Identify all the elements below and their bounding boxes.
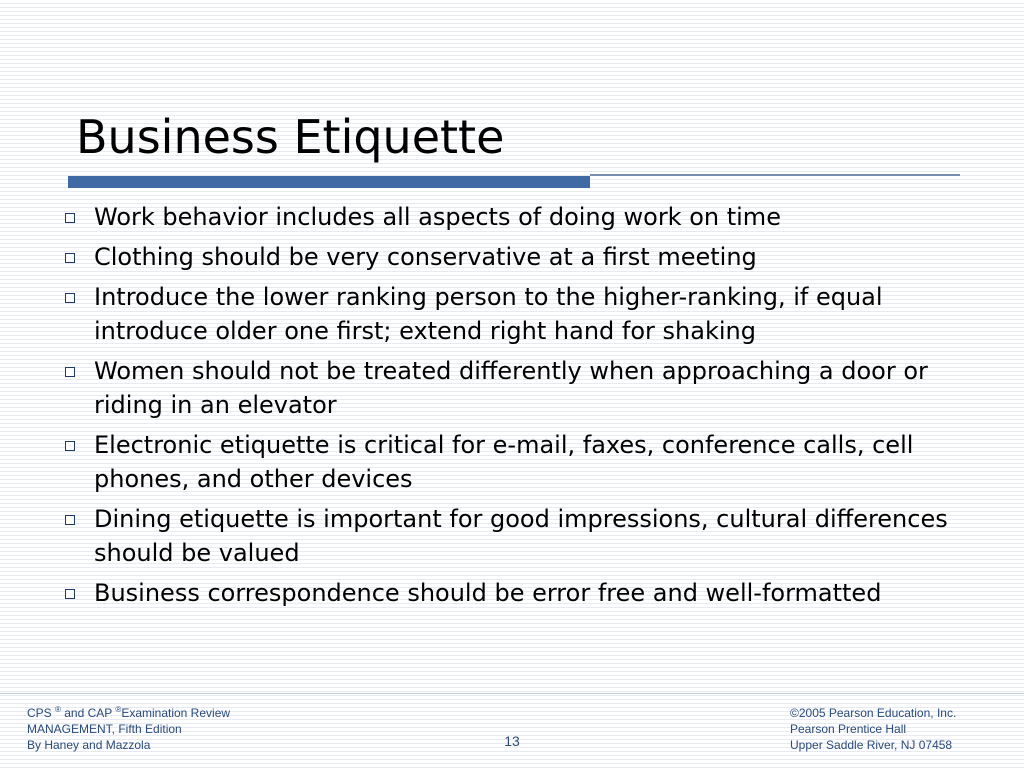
square-bullet-icon [65, 293, 75, 303]
bullet-text: Introduce the lower ranking person to the higher-ranking, if equal introduce older one first; extend right hand for shaking [94, 283, 883, 345]
title-accent-bar [68, 176, 590, 188]
bullet-item [60, 428, 990, 496]
square-bullet-icon [65, 213, 75, 223]
footer-book-info [27, 705, 230, 753]
footer-copyright: ©2005 Pearson Education, Inc. [790, 706, 957, 720]
footer-publisher: Pearson Prentice Hall [790, 722, 907, 736]
bullet-list [60, 200, 990, 616]
square-bullet-icon [65, 515, 75, 525]
bullet-item [60, 576, 990, 610]
square-bullet-icon [65, 253, 75, 263]
footer-text: and CAP [60, 706, 116, 720]
footer-publisher-info [790, 705, 956, 753]
square-bullet-icon [65, 367, 75, 377]
slide-title: Business Etiquette [76, 110, 505, 164]
bullet-text: Electronic etiquette is critical for e-mail, faxes, conference calls, cell phones, and other devices [94, 431, 914, 493]
registered-mark: ® [55, 705, 61, 714]
bullet-item [60, 502, 990, 570]
bullet-text: Dining etiquette is important for good impressions, cultural differences should be valued [94, 505, 948, 567]
footer-authors: By Haney and Mazzola [27, 738, 151, 752]
bullet-text: Business correspondence should be error free and well-formatted [94, 579, 882, 607]
footer-text: CPS [27, 706, 56, 720]
bullet-item [60, 200, 990, 234]
title-thin-rule [590, 174, 960, 176]
footer-divider [0, 693, 1024, 694]
footer-edition: MANAGEMENT, Fifth Edition [27, 722, 182, 736]
footer-address: Upper Saddle River, NJ 07458 [790, 738, 953, 752]
footer-book-title [27, 705, 230, 721]
bullet-item [60, 280, 990, 348]
registered-mark: ® [115, 705, 122, 714]
bullet-text: Clothing should be very conservative at a first meeting [94, 243, 757, 271]
bullet-item [60, 240, 990, 274]
bullet-text: Women should not be treated differently when approaching a door or riding in an elevator [94, 357, 928, 419]
square-bullet-icon [65, 441, 75, 451]
footer-text: Examination Review [121, 706, 231, 720]
bullet-item [60, 354, 990, 422]
square-bullet-icon [65, 589, 75, 599]
bullet-text: Work behavior includes all aspects of doing work on time [94, 203, 781, 231]
page-number: 13 [504, 733, 520, 749]
